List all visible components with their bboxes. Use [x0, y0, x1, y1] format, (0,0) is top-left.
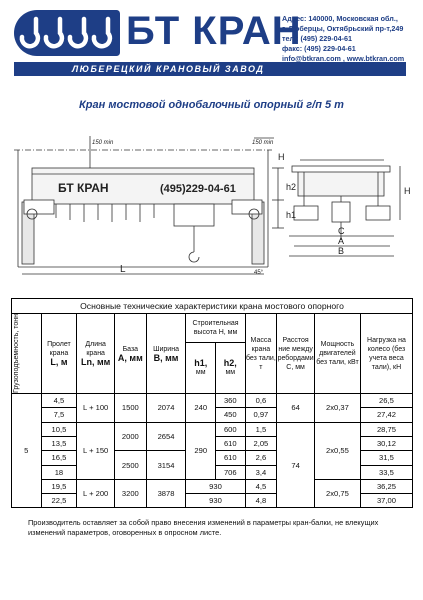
header-h1-unit: мм	[195, 369, 206, 377]
cell-mass: 3,4	[245, 465, 277, 479]
cell-load: 27,42	[360, 408, 412, 422]
header-h2	[216, 343, 246, 394]
footnote: Производитель оставляет за собой право внесения изменений в параметры кран-балки, не влекущих изменений параметров, оговоренных в опросном листе.	[28, 518, 379, 537]
cell-h1h2: 930	[186, 479, 245, 493]
cell-load: 30,12	[360, 436, 412, 450]
cell-load: 31,5	[360, 451, 412, 465]
cell-h2: 610	[216, 436, 246, 450]
dim-h2-label: h2	[286, 182, 297, 192]
address-line-2: г. Люберцы, Октябрьский пр-т,249	[282, 24, 404, 33]
cell-h1h2: 930	[186, 494, 245, 508]
brand-slogan: ЛЮБЕРЕЦКИЙ КРАНОВЫЙ ЗАВОД	[72, 64, 265, 74]
cell-mass: 4,8	[245, 494, 277, 508]
cell-power: 2х0,37	[314, 394, 360, 423]
cell-base: 2500	[115, 451, 147, 480]
cell-width: 2074	[146, 394, 186, 423]
header-length	[77, 314, 115, 394]
cell-mass: 0,6	[245, 394, 277, 408]
cell-length: L + 100	[77, 394, 115, 423]
contacts-block	[282, 14, 422, 64]
header-mass: Масса крана без тали, т	[245, 314, 277, 394]
brand-logo-text: БТ КРАН	[126, 9, 302, 53]
header-span-unit: L, м	[50, 357, 68, 368]
dim-c-label: C	[338, 226, 345, 236]
page-title: Кран мостовой однобалочный опорный г/п 5 т	[79, 99, 344, 111]
cell-h1: 290	[186, 422, 216, 479]
header-capacity	[12, 314, 42, 394]
cell-load: 26,5	[360, 394, 412, 408]
cell-span: 10,5	[41, 422, 77, 436]
cell-h1: 240	[186, 394, 216, 423]
cell-power: 2х0,55	[314, 422, 360, 479]
header-length-text: Длина крана	[85, 341, 106, 358]
dim-150-top: 150 min	[92, 140, 114, 146]
cell-base: 1500	[115, 394, 147, 423]
dim-150-side: 150 min	[252, 140, 274, 146]
cell-h2: 600	[216, 422, 246, 436]
address-line-1: Адрес: 140000, Московская обл.,	[282, 14, 398, 23]
header-distance: Расстоя ние между ребордами С, мм	[277, 314, 315, 394]
cell-load: 28,75	[360, 422, 412, 436]
cell-h2: 360	[216, 394, 246, 408]
header-h2-text: h2,	[223, 358, 237, 369]
cell-span: 22,5	[41, 494, 77, 508]
cell-distance: 64	[277, 394, 315, 423]
hook-icons	[14, 10, 120, 56]
dim-angle-label: 45°	[254, 270, 264, 276]
header-base-text: База	[122, 345, 139, 353]
cell-mass: 4,5	[245, 479, 277, 493]
header-span	[41, 314, 77, 394]
cell-mass: 2,6	[245, 451, 277, 465]
header-power: Мощность двигателей без тали, кВт	[314, 314, 360, 394]
header-h1-text: h1,	[194, 358, 208, 369]
cell-span: 18	[41, 465, 77, 479]
cell-width: 2654	[146, 422, 186, 451]
cell-length: L + 150	[77, 422, 115, 479]
dim-b-label: B	[338, 246, 345, 256]
header-h1	[186, 343, 216, 394]
table-row	[12, 479, 413, 493]
cell-width: 3878	[146, 479, 186, 508]
cell-power: 2х0,75	[314, 479, 360, 508]
cell-length: L + 200	[77, 479, 115, 508]
cell-capacity: 5	[12, 394, 42, 508]
cell-span: 7,5	[41, 408, 77, 422]
cell-h2: 450	[216, 408, 246, 422]
header-length-unit: Ln, мм	[80, 357, 111, 368]
dim-h1-label: h1	[286, 210, 297, 220]
drawing-phone: (495)229-04-61	[160, 183, 236, 195]
header-height: Строительная высота Н, мм	[186, 314, 245, 343]
cell-span: 16,5	[41, 451, 77, 465]
cell-load: 37,00	[360, 494, 412, 508]
header-span-text: Пролет крана	[47, 341, 71, 358]
header-h2-unit: мм	[225, 369, 236, 377]
fax: факс: (495) 229-04-61	[282, 44, 356, 53]
dim-l-label: L	[120, 264, 126, 275]
brand-slogan-bar	[14, 62, 406, 76]
header-base-unit: А, мм	[117, 352, 143, 363]
cell-width: 3154	[146, 451, 186, 480]
cell-span: 4,5	[41, 394, 77, 408]
table-caption: Основные технические характеристики крана мостового опорного	[12, 299, 413, 314]
specs-table	[11, 298, 413, 508]
cell-span: 19,5	[41, 479, 77, 493]
header-width-unit: В, мм	[153, 352, 179, 363]
table-row	[12, 394, 413, 408]
crane-drawing	[14, 132, 414, 282]
header-base	[115, 314, 147, 394]
dim-h-side-label: H	[404, 186, 411, 196]
logo-hooks	[14, 10, 120, 56]
cell-span: 13,5	[41, 436, 77, 450]
cell-h2: 610	[216, 451, 246, 465]
dim-a-label: A	[338, 236, 345, 246]
table-row	[12, 422, 413, 436]
header-width-text: Ширина	[153, 345, 179, 353]
cell-mass: 0,97	[245, 408, 277, 422]
cell-base: 2000	[115, 422, 147, 451]
header-capacity-text: Грузоподъемность, тонн	[13, 314, 20, 394]
cell-mass: 2,05	[245, 436, 277, 450]
web-email: info@btkran.com , www.btkran.com	[282, 54, 405, 63]
dim-h-label: H	[278, 152, 285, 162]
cell-load: 33,5	[360, 465, 412, 479]
header-load: Нагрузка на колесо (без учета веса тали), кН	[360, 314, 412, 394]
cell-mass: 1,5	[245, 422, 277, 436]
cell-load: 36,25	[360, 479, 412, 493]
phone: тел.: (495) 229-04-61	[282, 34, 353, 43]
cell-h2: 706	[216, 465, 246, 479]
header-width	[146, 314, 186, 394]
cell-base: 3200	[115, 479, 147, 508]
cell-distance: 74	[277, 422, 315, 508]
drawing-brand: БТ КРАН	[58, 181, 109, 195]
